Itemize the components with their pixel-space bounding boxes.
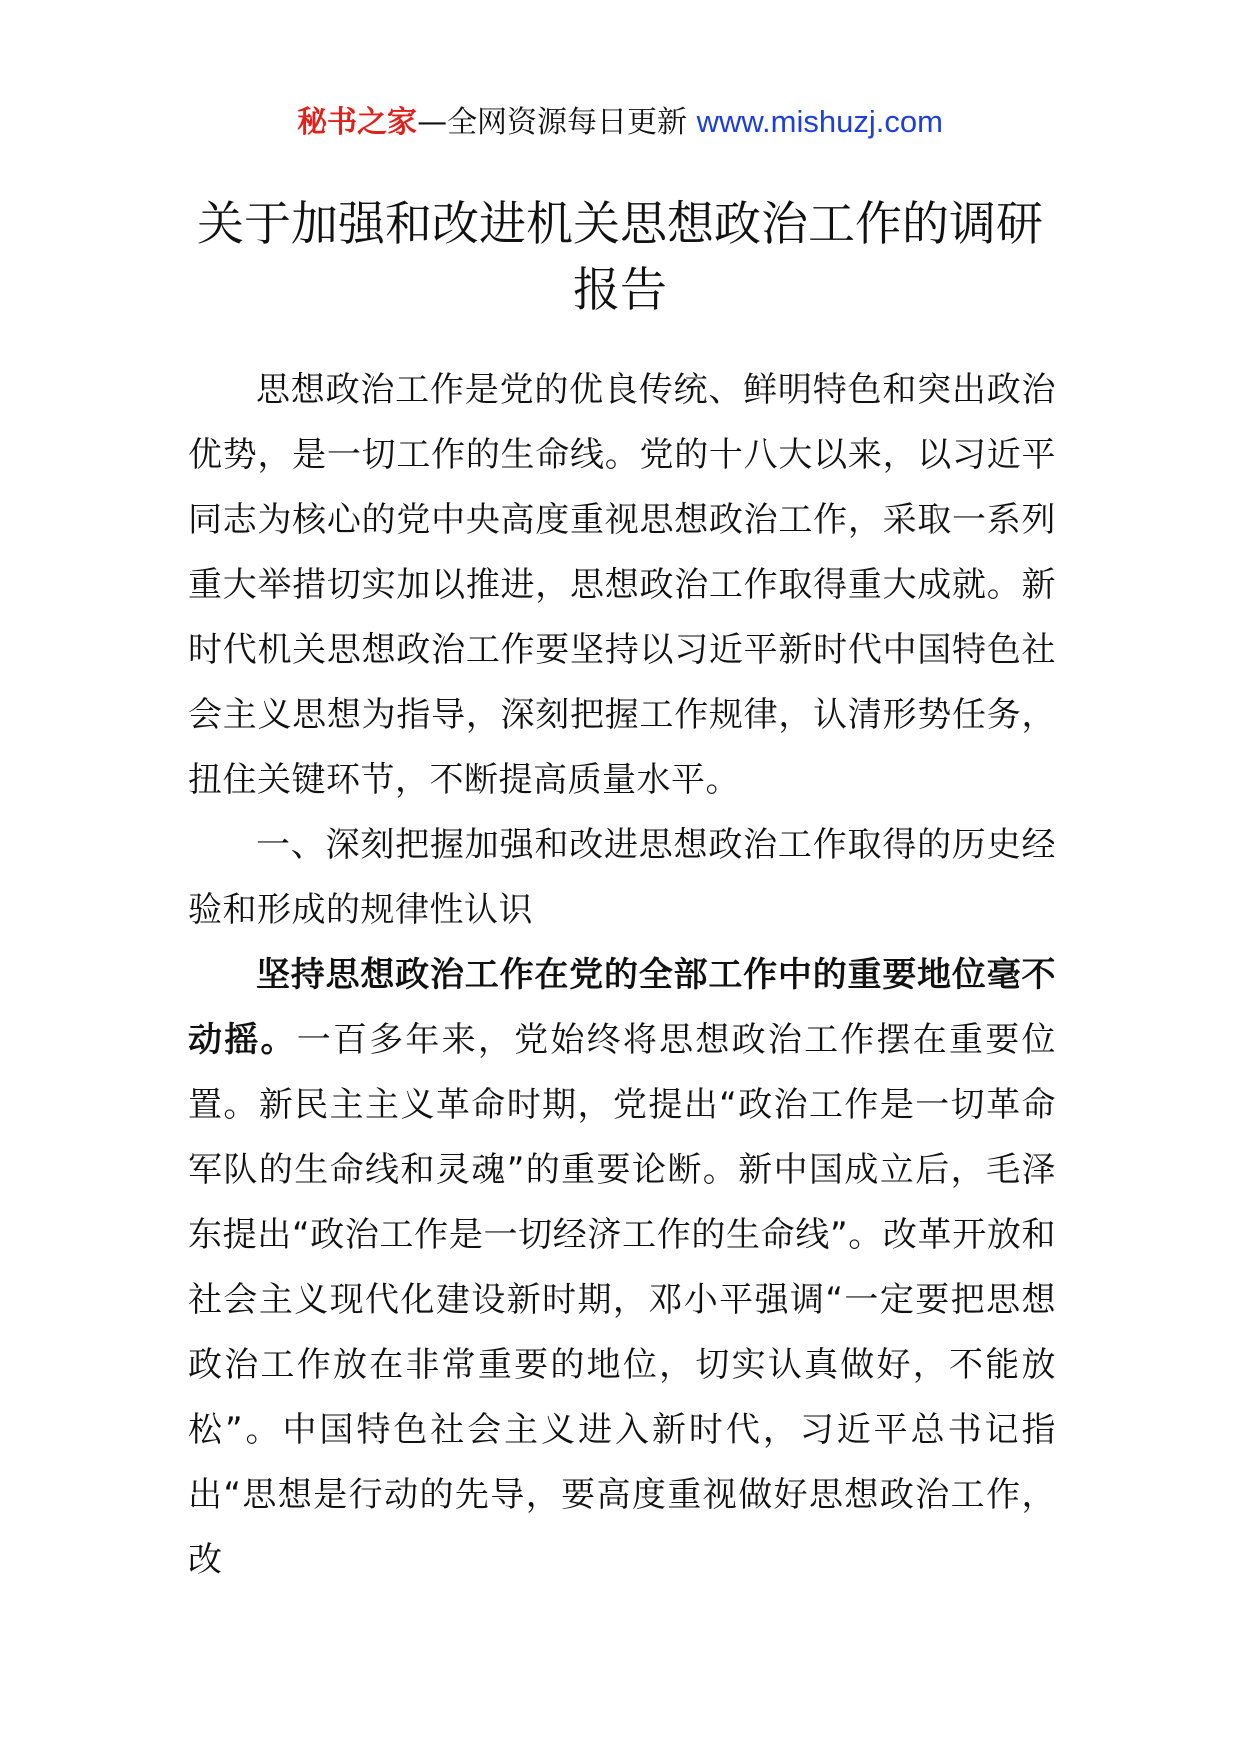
brand-name: 秘书之家 [297,105,418,140]
paragraph-lead-sentence: 坚持思想政治工作在党的全部工作中的重要地位毫不动摇。 [188,955,1056,1060]
body-paragraph-text: 一百多年来，党始终将思想政治工作摆在重要位置。新民主主义革命时期，党提出“政治工作是一切革命军队的生命线和灵魂”的重要论断。新中国成立后，毛泽东提出“政治工作是一切经济工作的生命线”。改革开放和社会主义现代化建设新时期，邓小平强调“一定要把思想政治工作放在非常重要的地位，切实认真做好，不能放松”。中国特色社会主义进入新时代，习近平总书记指出“思想是行动的先导，要高度重视做好思想政治工作，改 [188,1020,1056,1580]
site-header-banner [0,100,1240,145]
intro-paragraph-text: 思想政治工作是党的优良传统、鲜明特色和突出政治优势，是一切工作的生命线。党的十八大以来，以习近平同志为核心的党中央高度重视思想政治工作，采取一系列重大举措切实加以推进，思想政治工作取得重大成就。新时代机关思想政治工作要坚持以习近平新时代中国特色社会主义思想为指导，深刻把握工作规律，认清形势任务，扭住关键环节，不断提高质量水平。 [188,370,1056,800]
site-url-link[interactable]: www.mishuzj.com [696,104,943,139]
section-heading-text: 一、深刻把握加强和改进思想政治工作取得的历史经验和形成的规律性认识 [188,825,1056,930]
document-body [188,358,1056,1593]
header-tagline: —全网资源每日更新 [417,105,688,140]
document-title: 关于加强和改进机关思想政治工作的调研报告 [197,197,1043,318]
intro-paragraph [188,358,1056,813]
body-paragraph [188,943,1056,1593]
section-heading [188,813,1056,943]
